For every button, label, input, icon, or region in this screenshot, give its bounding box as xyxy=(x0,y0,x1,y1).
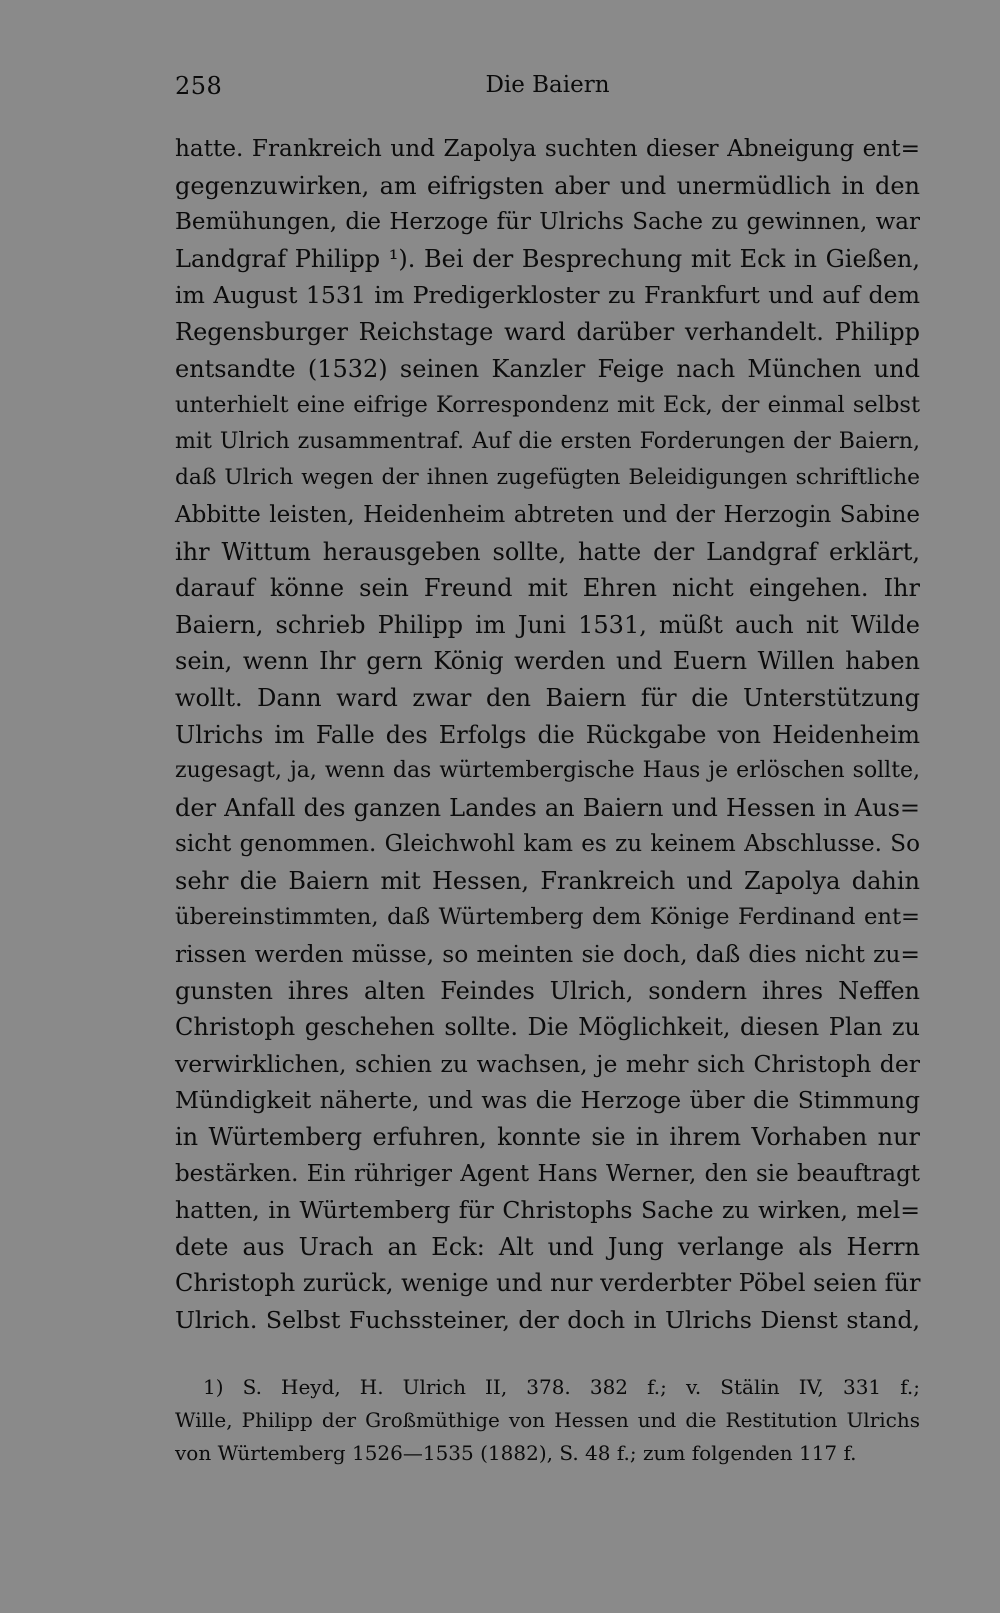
text-line: entsandte (1532) seinen Kanzler Feige nach München und xyxy=(175,354,920,383)
text-line: Ulrichs im Falle des Erfolgs die Rückgabe von Heidenheim xyxy=(175,720,920,749)
text-line: gegenzuwirken, am eifrigsten aber und unermüdlich in den xyxy=(175,171,920,200)
page-number: 258 xyxy=(175,72,223,100)
text-line: Bemühungen, die Herzoge für Ulrichs Sache zu gewinnen, war xyxy=(175,209,920,236)
text-line: rissen werden müsse, so meinten sie doch, daß dies nicht zu= xyxy=(175,940,920,969)
text-line: im August 1531 im Predigerkloster zu Frankfurt und auf dem xyxy=(175,281,920,310)
body-text xyxy=(175,131,920,1339)
page-header xyxy=(175,72,920,112)
text-line: hatte. Frankreich und Zapolya suchten dieser Abneigung ent= xyxy=(175,136,920,162)
text-line: Regensburger Reichstage ward darüber verhandelt. Philipp xyxy=(175,317,920,346)
footnotes xyxy=(175,1371,920,1470)
text-line: in Würtemberg erfuhren, konnte sie in ihrem Vorhaben nur xyxy=(175,1123,920,1152)
text-line: bestärken. Ein rühriger Agent Hans Werner, den sie beauftragt xyxy=(175,1160,920,1187)
text-line: darauf könne sein Freund mit Ehren nicht eingehen. Ihr xyxy=(175,574,920,603)
text-line: ihr Wittum herausgeben sollte, hatte der Landgraf erklärt, xyxy=(175,537,920,566)
text-line: Baiern, schrieb Philipp im Juni 1531, müßt auch nit Wilde xyxy=(175,610,920,639)
text-line: verwirklichen, schien zu wachsen, je mehr sich Christoph der xyxy=(175,1049,920,1078)
text-line: gunsten ihres alten Feindes Ulrich, sondern ihres Neffen xyxy=(175,976,920,1005)
text-line: Christoph zurück, wenige und nur verderbter Pöbel seien für xyxy=(175,1269,921,1298)
text-line: Ulrich. Selbst Fuchssteiner, der doch in Ulrichs Dienst stand, xyxy=(175,1306,920,1334)
text-line: zugesagt, ja, wenn das würtembergische Haus je erlöschen sollte, xyxy=(175,758,920,784)
running-head: Die Baiern xyxy=(485,72,610,98)
text-line: wollt. Dann ward zwar den Baiern für die Unterstützung xyxy=(175,683,920,712)
text-line: Christoph geschehen sollte. Die Möglichkeit, diesen Plan zu xyxy=(175,1013,920,1042)
text-line: mit Ulrich zusammentraf. Auf die ersten Forderungen der Baiern, xyxy=(175,428,920,454)
text-line: dete aus Urach an Eck: Alt und Jung verlange als Herrn xyxy=(175,1232,920,1261)
text-line: sehr die Baiern mit Hessen, Frankreich und Zapolya dahin xyxy=(175,866,920,895)
text-line: Mündigkeit näherte, und was die Herzoge über die Stimmung xyxy=(175,1086,920,1115)
text-line: Landgraf Philipp ¹). Bei der Besprechung mit Eck in Gießen, xyxy=(175,244,920,273)
text-line: sein, wenn Ihr gern König werden und Euern Willen haben xyxy=(175,647,920,676)
text-line: hatten, in Würtemberg für Christophs Sache zu wirken, mel= xyxy=(175,1196,920,1225)
text-line: sicht genommen. Gleichwohl kam es zu keinem Abschlusse. So xyxy=(175,831,920,858)
text-line: der Anfall des ganzen Landes an Baiern und Hessen in Aus= xyxy=(175,793,920,822)
footnote-line: 1) S. Heyd, H. Ulrich II, 378. 382 f.; v. Stälin IV, 331 f.; xyxy=(203,1375,920,1399)
footnote-line: Wille, Philipp der Großmüthige von Hessen und die Restitution Ulrichs xyxy=(175,1408,920,1432)
text-line: übereinstimmten, daß Würtemberg dem Könige Ferdinand ent= xyxy=(175,904,920,931)
text-line: unterhielt eine eifrige Korrespondenz mit Eck, der einmal selbst xyxy=(175,392,920,419)
footnote-line: von Würtemberg 1526—1535 (1882), S. 48 f.; zum folgenden 117 f. xyxy=(175,1441,857,1465)
text-line: daß Ulrich wegen der ihnen zugefügten Beleidigungen schriftliche xyxy=(175,465,920,491)
text-line: Abbitte leisten, Heidenheim abtreten und der Herzogin Sabine xyxy=(175,501,920,528)
